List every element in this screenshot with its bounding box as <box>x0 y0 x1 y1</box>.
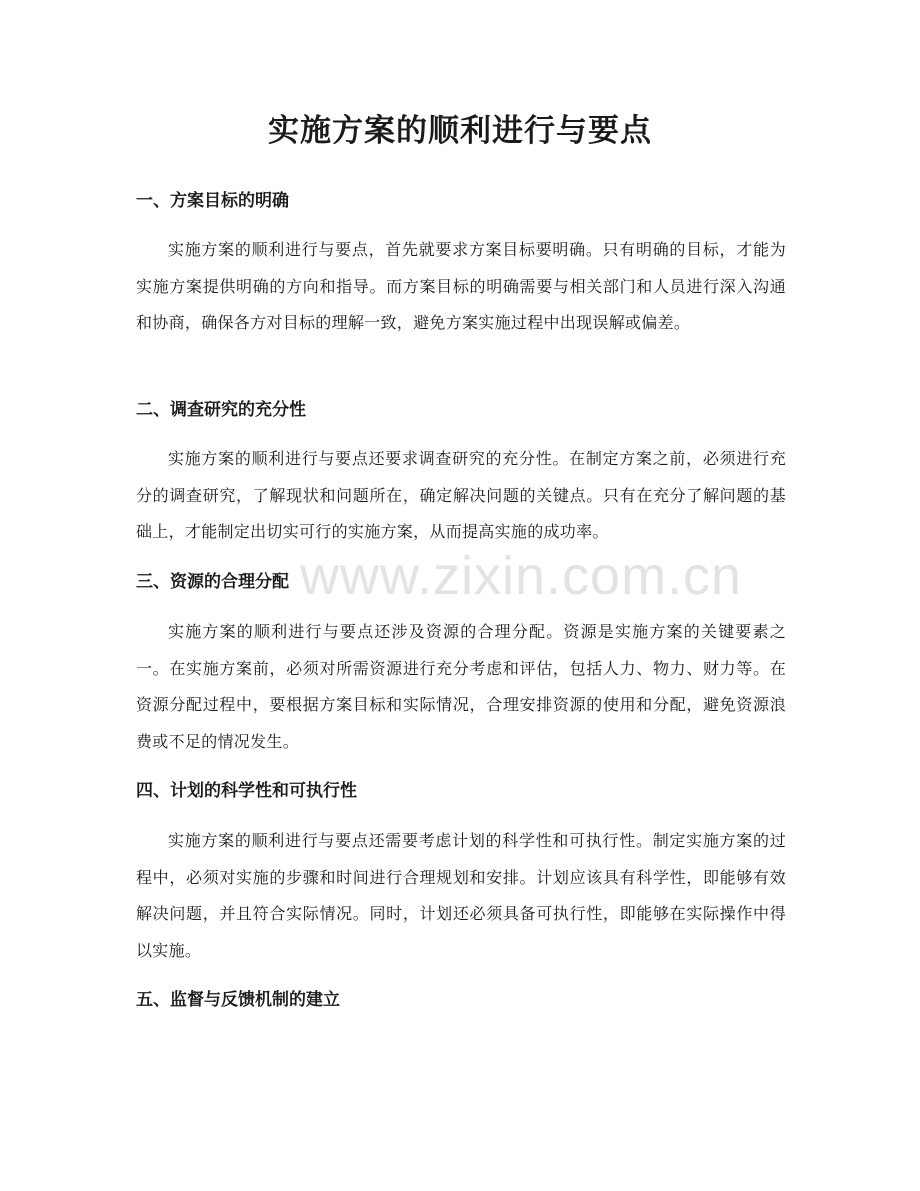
section-paragraph-4: 实施方案的顺利进行与要点还需要考虑计划的科学性和可执行性。制定实施方案的过程中，必须对实施的步骤和时间进行合理规划和安排。计划应该具有科学性，即能够有效解决问题，并且符合实际情况。同时，计划还必须具备可执行性，即能够在实际操作中得以实施。 <box>136 831 786 960</box>
section-heading-4: 四、计划的科学性和可执行性 <box>136 781 357 801</box>
section-heading-3: 三、资源的合理分配 <box>136 572 289 592</box>
document-title: 实施方案的顺利进行与要点 <box>268 113 652 149</box>
section-paragraph-3: 实施方案的顺利进行与要点还涉及资源的合理分配。资源是实施方案的关键要素之一。在实施方案前，必须对所需资源进行充分考虑和评估，包括人力、物力、财力等。在资源分配过程中，要根据方案目标和实际情况，合理安排资源的使用和分配，避免资源浪费或不足的情况发生。 <box>136 622 786 751</box>
section-paragraph-2: 实施方案的顺利进行与要点还要求调查研究的充分性。在制定方案之前，必须进行充分的调查研究，了解现状和问题所在，确定解决问题的关键点。只有在充分了解问题的基础上，才能制定出切实可行的实施方案，从而提高实施的成功率。 <box>136 449 786 541</box>
section-paragraph-1: 实施方案的顺利进行与要点，首先就要求方案目标要明确。只有明确的目标，才能为实施方案提供明确的方向和指导。而方案目标的明确需要与相关部门和人员进行深入沟通和协商，确保各方对目标的理解一致，避免方案实施过程中出现误解或偏差。 <box>136 240 786 332</box>
section-heading-5: 五、监督与反馈机制的建立 <box>136 990 340 1010</box>
section-heading-2: 二、调查研究的充分性 <box>136 400 306 420</box>
watermark-text: www.zixin.com.cn <box>300 546 743 606</box>
section-heading-1: 一、方案目标的明确 <box>136 191 289 211</box>
